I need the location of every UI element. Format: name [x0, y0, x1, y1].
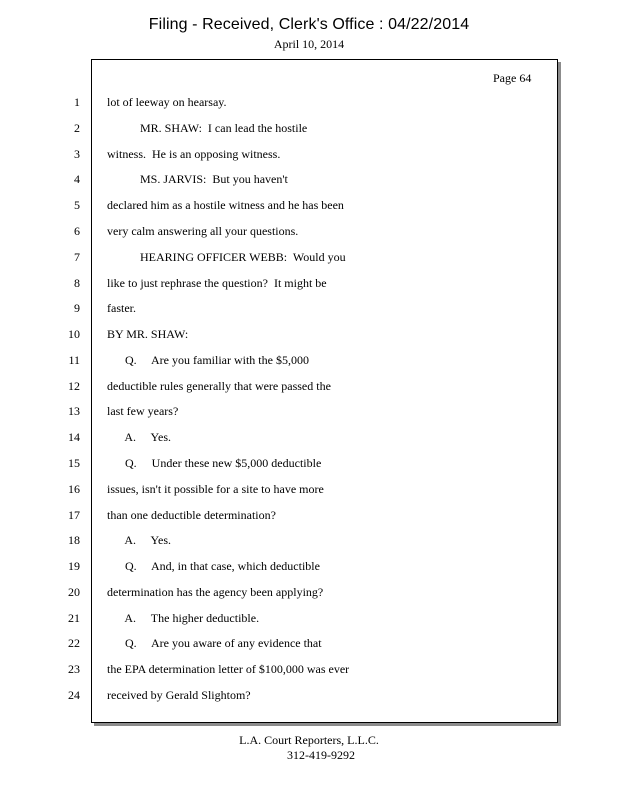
- line-number: 16: [68, 482, 80, 496]
- transcript-line: A. Yes.: [107, 533, 172, 547]
- line-number: 3: [74, 147, 80, 161]
- transcript-date: April 10, 2014: [273, 37, 345, 51]
- line-number: 20: [68, 585, 80, 599]
- transcript-line: the EPA determination letter of $100,000 was ever: [107, 662, 350, 676]
- transcript-line: MR. SHAW: I can lead the hostile: [107, 121, 308, 135]
- transcript-line: witness. He is an opposing witness.: [107, 147, 281, 161]
- line-number: 17: [68, 508, 80, 522]
- transcript-line: Q. Are you aware of any evidence that: [107, 636, 322, 650]
- line-number: 4: [74, 172, 80, 186]
- line-number: 9: [74, 301, 80, 315]
- transcript-line: Q. Are you familiar with the $5,000: [107, 353, 309, 367]
- transcript-line: deductible rules generally that were passed the: [107, 379, 331, 393]
- line-number: 19: [68, 559, 80, 573]
- transcript-line: declared him as a hostile witness and he has been: [107, 198, 344, 212]
- reporter-phone: 312-419-9292: [287, 748, 355, 762]
- line-number: 23: [68, 662, 80, 676]
- transcript-line: A. The higher deductible.: [107, 611, 260, 625]
- transcript-line: issues, isn't it possible for a site to have more: [107, 482, 324, 496]
- line-number: 7: [74, 250, 80, 264]
- transcript-line: lot of leeway on hearsay.: [107, 95, 227, 109]
- transcript-line: received by Gerald Slightom?: [107, 688, 251, 702]
- transcript-line: faster.: [107, 301, 136, 315]
- transcript-line: BY MR. SHAW:: [107, 327, 189, 341]
- line-number: 6: [74, 224, 80, 238]
- line-number: 10: [68, 327, 80, 341]
- line-number: 24: [68, 688, 80, 702]
- line-number: 2: [74, 121, 80, 135]
- reporter-phone-row: [0, 748, 618, 763]
- transcript-line: than one deductible determination?: [107, 508, 276, 522]
- line-number: 12: [68, 379, 80, 393]
- line-number: 15: [68, 456, 80, 470]
- line-number: 11: [68, 353, 80, 367]
- transcript-line: Q. Under these new $5,000 deductible: [107, 456, 322, 470]
- transcript-line: very calm answering all your questions.: [107, 224, 299, 238]
- transcript-line: last few years?: [107, 404, 179, 418]
- reporter-company: L.A. Court Reporters, L.L.C.: [239, 733, 379, 747]
- transcript-line: A. Yes.: [107, 430, 172, 444]
- line-number: 1: [74, 95, 80, 109]
- line-number: 5: [74, 198, 80, 212]
- line-number: 8: [74, 276, 80, 290]
- line-number: 13: [68, 404, 80, 418]
- transcript-line: Q. And, in that case, which deductible: [107, 559, 320, 573]
- transcript-line: HEARING OFFICER WEBB: Would you: [107, 250, 346, 264]
- filing-stamp: Filing - Received, Clerk's Office : 04/22/2014: [148, 16, 470, 33]
- line-number: 18: [68, 533, 80, 547]
- transcript-line: MS. JARVIS: But you haven't: [107, 172, 288, 186]
- line-number: 22: [68, 636, 80, 650]
- line-number: 14: [68, 430, 80, 444]
- page-number: Page 64: [493, 71, 532, 85]
- transcript-line: like to just rephrase the question? It might be: [107, 276, 327, 290]
- line-number: 21: [68, 611, 80, 625]
- transcript-line: determination has the agency been applying?: [107, 585, 324, 599]
